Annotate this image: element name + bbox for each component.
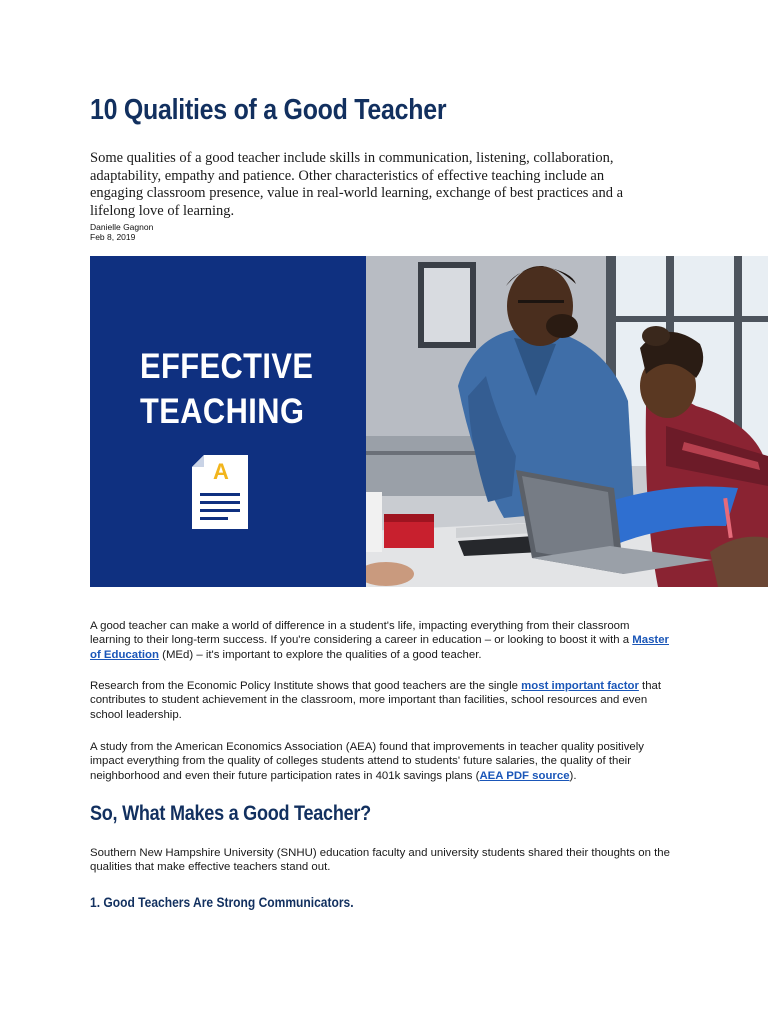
hero-heading-line2: TEACHING — [140, 392, 305, 431]
paragraph-research-text-b: that contributes to student achievement in the classroom, more important than facilities, school resources and even school leadership. — [90, 680, 662, 721]
hero-heading — [140, 344, 313, 434]
quality-subheading: 1. Good Teachers Are Strong Communicators. — [90, 894, 354, 910]
article-title: 10 Qualities of a Good Teacher — [90, 94, 447, 126]
paragraph-research-text-a: Research from the Economic Policy Institute shows that good teachers are the single — [90, 680, 522, 692]
hero-banner-panel — [90, 256, 366, 587]
paragraph-aea-text-a: A study from the American Economics Association (AEA) found that improvements in teacher quality positively impact everything from the quality of colleges students attend to students' future salaries, the quality of their neighborhood and even their future participation rates in 401k savings plans ( — [90, 741, 644, 782]
publish-date: Feb 8, 2019 — [90, 232, 136, 242]
paragraph-research — [90, 679, 670, 722]
paragraph-impact-text-b: (MEd) – it's important to explore the qualities of a good teacher. — [158, 648, 482, 661]
paragraph-snhu: Southern New Hampshire University (SNHU) education faculty and university students shared their thoughts on the qualities that make effective teachers stand out. — [90, 847, 670, 874]
paragraph-aea-text-b: ). — [569, 769, 577, 782]
article-intro: Some qualities of a good teacher include skills in communication, listening, collaboration, adaptability, empathy and patience. Other characteristics of effective teaching include an engaging classroom presence, value in real-world learning, exchange of best practices and a lifelong love of learning. — [90, 150, 624, 219]
hero-heading-line1: EFFECTIVE — [140, 347, 314, 386]
master-of-education-link[interactable]: Master of Education — [90, 634, 669, 661]
grade-letter: A — [213, 459, 229, 484]
paragraph-aea-study — [90, 740, 670, 783]
classroom-photo — [366, 256, 768, 587]
author-name: Danielle Gagnon — [90, 222, 154, 232]
aea-pdf-source-link[interactable]: AEA PDF source — [479, 769, 570, 782]
most-important-factor-link[interactable]: most important factor — [521, 680, 639, 692]
hero-image — [90, 256, 768, 587]
section-heading: So, What Makes a Good Teacher? — [90, 802, 371, 825]
paragraph-impact-text-a: A good teacher can make a world of difference in a student's life, impacting everything from their classroom learning to their long-term success. If you're considering a career in education – or looking to boost it with a — [90, 620, 633, 647]
paragraph-impact — [90, 619, 670, 662]
graded-document-icon — [190, 453, 252, 533]
